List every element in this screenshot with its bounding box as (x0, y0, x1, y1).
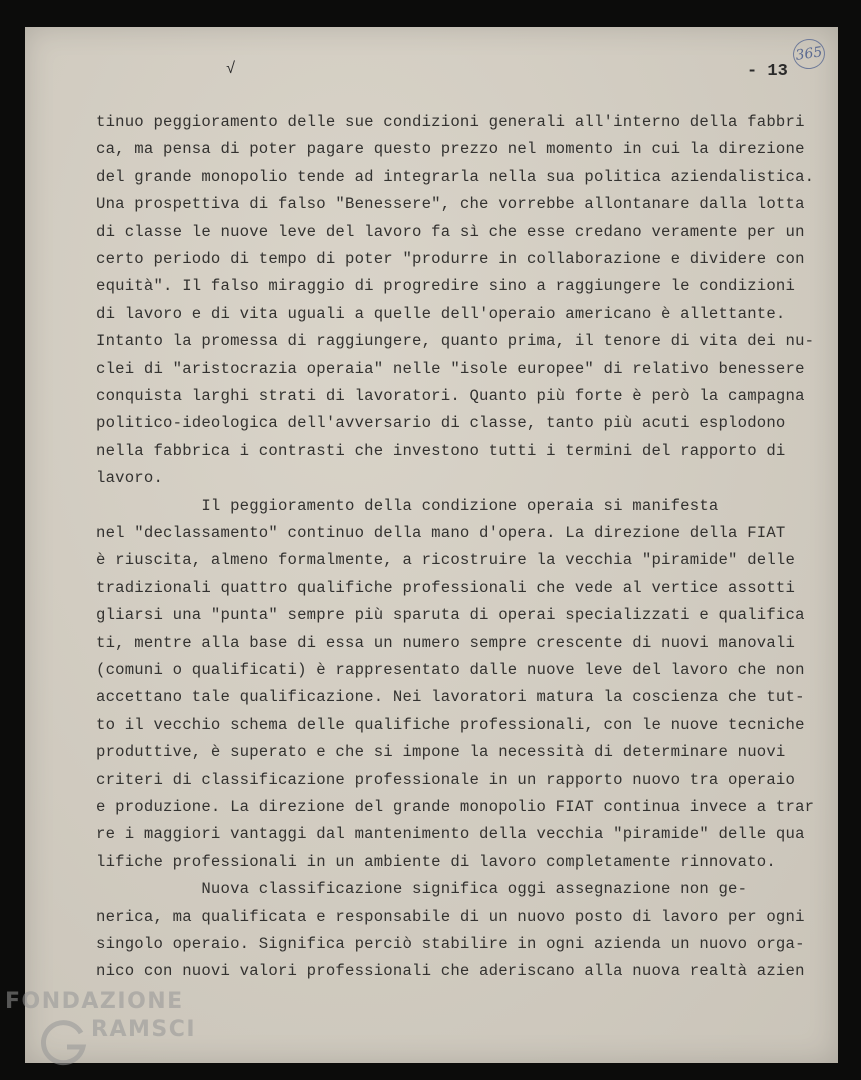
text-line: politico-ideologica dell'avversario di classe, tanto più acuti esplodono (96, 414, 786, 433)
watermark-line2: RAMSCI (91, 1017, 197, 1042)
text-line: certo periodo di tempo di poter "produrre in collaborazione e dividere con (96, 250, 805, 268)
text-line: ca, ma pensa di poter pagare questo prezzo nel momento in cui la direzione (96, 140, 805, 159)
watermark-line1: FONDAZIONE (5, 989, 184, 1014)
text-line: nel "declassamento" continuo della mano d'opera. La direzione della FIAT (96, 524, 786, 542)
text-line: tradizionali quattro qualifiche professionali che vede al vertice assotti (96, 578, 796, 597)
text-line: lifiche professionali in un ambiente di lavoro completamente rinnovato. (96, 852, 776, 871)
text-line: (comuni o qualificati) è rappresentato dalle nuove leve del lavoro che non (96, 661, 805, 679)
text-line: di classe le nuove leve del lavoro fa sì che esse credano veramente per un (96, 222, 805, 241)
text-line: e produzione. La direzione del grande monopolio FIAT continua invece a trar (96, 798, 815, 816)
text-line: conquista larghi strati di lavoratori. Quanto più forte è però la campagna (96, 387, 805, 405)
text-line: nella fabbrica i contrasti che investono tutti i termini del rapporto di (96, 441, 786, 460)
text-line: nerica, ma qualificata e responsabile di un nuovo posto di lavoro per ogni (96, 907, 805, 926)
page-number: - 13 (747, 62, 788, 81)
text-line: di lavoro e di vita uguali a quelle dell'operaio americano è allettante. (96, 304, 786, 323)
archive-stamp: 365 (791, 37, 827, 71)
text-line: produttive, è superato e che si impone la necessità di determinare nuovi (96, 743, 786, 762)
text-line: singolo operaio. Significa perciò stabilire in ogni azienda un nuovo orga- (96, 935, 805, 953)
text-line: equità". Il falso miraggio di progredire sino a raggiungere le condizioni (96, 277, 796, 296)
text-line: ti, mentre alla base di essa un numero sempre crescente di nuovi manovali (96, 633, 796, 652)
text-line: lavoro. (96, 469, 164, 488)
text-line: del grande monopolio tende ad integrarla nella sua politica aziendalistica. (96, 167, 815, 186)
text-line: criteri di classificazione professionale in un rapporto nuovo tra operaio (96, 770, 796, 789)
text-line: accettano tale qualificazione. Nei lavoratori matura la coscienza che tut- (96, 688, 805, 707)
text-line: gliarsi una "punta" sempre più sparuta di operai specializzati e qualifica (96, 606, 805, 625)
text-line: to il vecchio schema delle qualifiche professionali, con le nuove tecniche (96, 715, 805, 734)
text-line: nico con nuovi valori professionali che aderiscano alla nuova realtà azien (96, 962, 805, 981)
text-line: è riuscita, almeno formalmente, a ricostruire la vecchia "piramide" delle (96, 551, 796, 570)
text-line: Una prospettiva di falso "Benessere", che vorrebbe allontanare dalla lotta (96, 195, 805, 214)
text-line: clei di "aristocrazia operaia" nelle "isole europee" di relativo benessere (96, 359, 805, 378)
text-line: Intanto la promessa di raggiungere, quanto prima, il tenore di vita dei nu- (96, 332, 815, 351)
text-line: Il peggioramento della condizione operaia si manifesta (96, 496, 719, 515)
check-mark: √ (226, 60, 236, 78)
text-line: Nuova classificazione significa oggi assegnazione non ge- (96, 880, 748, 899)
text-line: tinuo peggioramento delle sue condizioni generali all'interno della fabbri (96, 113, 805, 131)
text-line: re i maggiori vantaggi dal mantenimento della vecchia "piramide" delle qua (96, 825, 805, 844)
